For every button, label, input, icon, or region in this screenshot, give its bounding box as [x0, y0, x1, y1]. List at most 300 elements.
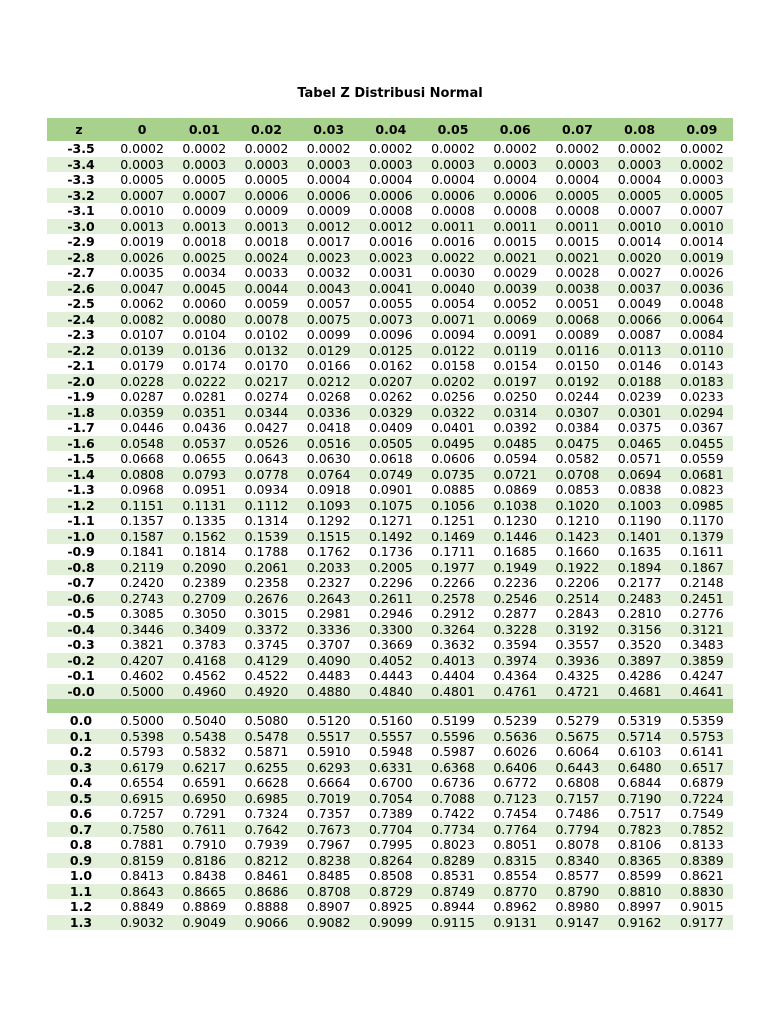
probability-cell: 0.4013: [422, 653, 484, 669]
table-row: [47, 482, 733, 498]
z-value-cell: -3.1: [67, 203, 95, 218]
probability-cell: 0.0002: [671, 157, 733, 173]
probability-cell: 0.8997: [617, 899, 662, 914]
probability-cell: 0.6179: [111, 760, 173, 776]
probability-cell: 0.8980: [555, 899, 600, 914]
z-value-cell: -0.9: [67, 544, 95, 559]
z-value-cell: 0.8: [69, 837, 93, 852]
table-row: [47, 729, 733, 745]
probability-cell: 0.0066: [609, 312, 671, 328]
probability-cell: 0.9147: [546, 915, 608, 931]
probability-cell: 0.8599: [617, 868, 662, 883]
probability-cell: 0.0968: [120, 482, 164, 497]
probability-cell: 0.3015: [244, 606, 289, 621]
probability-cell: 0.0011: [546, 219, 608, 235]
z-value-cell: -2.6: [47, 281, 111, 297]
probability-cell: 0.0344: [235, 405, 297, 421]
probability-cell: 0.6700: [368, 775, 413, 790]
probability-cell: 0.2236: [493, 575, 538, 590]
probability-cell: 0.0003: [111, 157, 173, 173]
probability-cell: 0.0029: [493, 265, 538, 280]
probability-cell: 0.0351: [173, 405, 235, 421]
probability-cell: 0.0427: [244, 420, 289, 435]
z-value-cell: -0.7: [67, 575, 95, 590]
separator-bar: [47, 699, 733, 713]
z-value-cell: -1.3: [67, 482, 95, 497]
table-row: [47, 172, 733, 188]
probability-cell: 0.9082: [298, 915, 360, 931]
probability-cell: 0.1762: [306, 544, 351, 559]
probability-cell: 0.1251: [431, 513, 475, 528]
probability-cell: 0.0749: [360, 467, 422, 483]
probability-cell: 0.0023: [360, 250, 422, 266]
table-row: [47, 436, 733, 452]
probability-cell: 0.2611: [360, 591, 422, 607]
z-value-cell: -2.4: [47, 312, 111, 328]
probability-cell: 0.5040: [182, 713, 227, 728]
probability-cell: 0.0003: [484, 157, 546, 173]
table-row: [47, 343, 733, 359]
probability-cell: 0.4880: [298, 684, 360, 700]
probability-cell: 0.0024: [235, 250, 297, 266]
table-row: [47, 713, 733, 729]
probability-cell: 0.7389: [368, 806, 413, 821]
probability-cell: 0.0089: [555, 327, 600, 342]
probability-cell: 0.0057: [306, 296, 351, 311]
probability-cell: 0.5000: [120, 713, 164, 728]
table-row: [47, 899, 733, 915]
probability-cell: 0.0052: [493, 296, 538, 311]
probability-cell: 0.0005: [671, 188, 733, 204]
probability-cell: 0.5871: [244, 744, 289, 759]
probability-cell: 0.0559: [679, 451, 724, 466]
probability-cell: 0.1788: [244, 544, 289, 559]
probability-cell: 0.0011: [484, 219, 546, 235]
probability-cell: 0.1814: [182, 544, 227, 559]
probability-cell: 0.4920: [235, 684, 297, 700]
z-value-cell: -0.3: [67, 637, 95, 652]
probability-cell: 0.4641: [671, 684, 733, 700]
probability-cell: 0.0455: [671, 436, 733, 452]
probability-cell: 0.6879: [679, 775, 724, 790]
probability-cell: 0.0013: [111, 219, 173, 235]
probability-cell: 0.0020: [609, 250, 671, 266]
probability-cell: 0.7881: [120, 837, 164, 852]
probability-cell: 0.3936: [546, 653, 608, 669]
probability-cell: 0.2119: [111, 560, 173, 576]
probability-cell: 0.0618: [368, 451, 413, 466]
probability-cell: 0.1515: [298, 529, 360, 545]
probability-cell: 0.0051: [555, 296, 600, 311]
probability-cell: 0.4483: [306, 668, 351, 683]
probability-cell: 0.3336: [298, 622, 360, 638]
probability-cell: 0.0222: [173, 374, 235, 390]
table-row: [47, 684, 733, 700]
z-value-cell: 0.3: [47, 760, 111, 776]
probability-cell: 0.0838: [617, 482, 662, 497]
probability-cell: 0.0262: [368, 389, 413, 404]
probability-cell: 0.0197: [484, 374, 546, 390]
probability-cell: 0.0036: [671, 281, 733, 297]
probability-cell: 0.6950: [173, 791, 235, 807]
probability-cell: 0.8078: [555, 837, 600, 852]
probability-cell: 0.0078: [235, 312, 297, 328]
probability-cell: 0.1922: [546, 560, 608, 576]
probability-cell: 0.0002: [431, 141, 475, 156]
probability-cell: 0.0146: [617, 358, 662, 373]
probability-cell: 0.0668: [120, 451, 164, 466]
probability-cell: 0.0010: [671, 219, 733, 235]
probability-cell: 0.0047: [111, 281, 173, 297]
probability-cell: 0.0107: [120, 327, 164, 342]
probability-cell: 0.1949: [484, 560, 546, 576]
probability-cell: 0.0102: [244, 327, 289, 342]
table-row: [47, 141, 733, 157]
probability-cell: 0.0005: [546, 188, 608, 204]
probability-cell: 0.3520: [617, 637, 662, 652]
probability-cell: 0.0033: [244, 265, 289, 280]
probability-cell: 0.5359: [679, 713, 724, 728]
column-header: 0.04: [360, 118, 422, 141]
probability-cell: 0.1170: [679, 513, 724, 528]
table-row: [47, 622, 733, 638]
probability-cell: 0.2578: [422, 591, 484, 607]
probability-cell: 0.4247: [679, 668, 724, 683]
probability-cell: 0.8686: [235, 884, 297, 900]
probability-cell: 0.3669: [368, 637, 413, 652]
probability-cell: 0.7357: [306, 806, 351, 821]
probability-cell: 0.0170: [244, 358, 289, 373]
probability-cell: 0.0268: [306, 389, 351, 404]
table-row: [47, 358, 733, 374]
z-value-cell: -1.5: [67, 451, 95, 466]
probability-cell: 0.0548: [111, 436, 173, 452]
probability-cell: 0.0037: [609, 281, 671, 297]
probability-cell: 0.5793: [120, 744, 164, 759]
probability-cell: 0.7734: [422, 822, 484, 838]
probability-cell: 0.1660: [555, 544, 600, 559]
probability-cell: 0.8708: [298, 884, 360, 900]
probability-cell: 0.8238: [298, 853, 360, 869]
probability-cell: 0.8643: [111, 884, 173, 900]
z-value-cell: 0.7: [47, 822, 111, 838]
probability-cell: 0.0009: [306, 203, 351, 218]
probability-cell: 0.1020: [546, 498, 608, 514]
probability-cell: 0.8944: [431, 899, 475, 914]
probability-cell: 0.0004: [493, 172, 538, 187]
probability-cell: 0.8790: [546, 884, 608, 900]
z-value-cell: -2.5: [67, 296, 95, 311]
probability-cell: 0.1977: [422, 560, 484, 576]
probability-cell: 0.3372: [235, 622, 297, 638]
probability-cell: 0.2206: [555, 575, 600, 590]
probability-cell: 0.0084: [679, 327, 724, 342]
probability-cell: 0.0087: [617, 327, 662, 342]
probability-cell: 0.4801: [422, 684, 484, 700]
probability-cell: 0.1056: [422, 498, 484, 514]
z-value-cell: -1.6: [47, 436, 111, 452]
probability-cell: 0.0571: [617, 451, 662, 466]
table-row: [47, 234, 733, 250]
probability-cell: 0.3085: [120, 606, 164, 621]
probability-cell: 0.0006: [360, 188, 422, 204]
probability-cell: 0.8212: [235, 853, 297, 869]
probability-cell: 0.0594: [493, 451, 538, 466]
probability-cell: 0.5398: [111, 729, 173, 745]
probability-cell: 0.0027: [617, 265, 662, 280]
probability-cell: 0.7019: [298, 791, 360, 807]
probability-cell: 0.0901: [368, 482, 413, 497]
probability-cell: 0.6368: [422, 760, 484, 776]
probability-cell: 0.8770: [484, 884, 546, 900]
probability-cell: 0.7257: [120, 806, 164, 821]
probability-cell: 0.1075: [360, 498, 422, 514]
probability-cell: 0.0012: [298, 219, 360, 235]
header-row: [47, 118, 733, 141]
probability-cell: 0.4286: [617, 668, 662, 683]
table-row: [47, 775, 733, 791]
probability-cell: 0.0681: [671, 467, 733, 483]
table-row: [47, 791, 733, 807]
probability-cell: 0.0010: [120, 203, 164, 218]
probability-cell: 0.2148: [679, 575, 724, 590]
z-value-cell: -3.0: [47, 219, 111, 235]
table-row: [47, 327, 733, 343]
z-value-cell: 1.2: [69, 899, 93, 914]
probability-cell: 0.5319: [617, 713, 662, 728]
probability-cell: 0.0885: [431, 482, 475, 497]
table-row: [47, 884, 733, 900]
probability-cell: 0.8508: [368, 868, 413, 883]
probability-cell: 0.0003: [173, 157, 235, 173]
z-value-cell: -3.5: [67, 141, 95, 156]
probability-cell: 0.0823: [679, 482, 724, 497]
z-value-cell: -2.2: [47, 343, 111, 359]
probability-cell: 0.0606: [431, 451, 475, 466]
probability-cell: 0.0409: [368, 420, 413, 435]
probability-cell: 0.0166: [306, 358, 351, 373]
probability-cell: 0.0465: [609, 436, 671, 452]
probability-cell: 0.0069: [484, 312, 546, 328]
probability-cell: 0.0244: [555, 389, 600, 404]
probability-cell: 0.0485: [484, 436, 546, 452]
probability-cell: 0.8849: [120, 899, 164, 914]
probability-cell: 0.7704: [360, 822, 422, 838]
probability-cell: 0.4052: [360, 653, 422, 669]
probability-cell: 0.4960: [173, 684, 235, 700]
column-header: 0.02: [235, 118, 297, 141]
probability-cell: 0.0228: [111, 374, 173, 390]
probability-cell: 0.0793: [173, 467, 235, 483]
probability-cell: 0.0143: [679, 358, 724, 373]
probability-cell: 0.0091: [493, 327, 538, 342]
probability-cell: 0.5080: [244, 713, 289, 728]
probability-cell: 0.2061: [235, 560, 297, 576]
probability-cell: 0.7224: [671, 791, 733, 807]
probability-cell: 0.7324: [244, 806, 289, 821]
probability-cell: 0.0505: [360, 436, 422, 452]
probability-cell: 0.3446: [111, 622, 173, 638]
probability-cell: 0.6141: [679, 744, 724, 759]
probability-cell: 0.8340: [546, 853, 608, 869]
probability-cell: 0.0475: [546, 436, 608, 452]
table-row: [47, 420, 733, 436]
probability-cell: 0.0007: [617, 203, 662, 218]
table-row: [47, 760, 733, 776]
probability-cell: 0.7764: [484, 822, 546, 838]
probability-cell: 0.9015: [679, 899, 724, 914]
table-row: [47, 668, 733, 684]
probability-cell: 0.3121: [671, 622, 733, 638]
probability-cell: 0.3594: [493, 637, 538, 652]
probability-cell: 0.2709: [173, 591, 235, 607]
probability-cell: 0.5753: [671, 729, 733, 745]
probability-cell: 0.1093: [298, 498, 360, 514]
probability-cell: 0.1401: [609, 529, 671, 545]
table-row: [47, 868, 733, 884]
probability-cell: 0.0096: [368, 327, 413, 342]
probability-cell: 0.2327: [306, 575, 351, 590]
table-row: [47, 498, 733, 514]
probability-cell: 0.3483: [679, 637, 724, 652]
probability-cell: 0.4404: [431, 668, 475, 683]
probability-cell: 0.0401: [431, 420, 475, 435]
probability-cell: 0.0048: [679, 296, 724, 311]
probability-cell: 0.2810: [617, 606, 662, 621]
probability-cell: 0.0004: [617, 172, 662, 187]
z-value-cell: -0.5: [67, 606, 95, 621]
probability-cell: 0.1314: [244, 513, 289, 528]
probability-cell: 0.7549: [679, 806, 724, 821]
probability-cell: 0.0174: [182, 358, 227, 373]
probability-cell: 0.0274: [244, 389, 289, 404]
probability-cell: 0.1423: [546, 529, 608, 545]
page-title: Tabel Z Distribusi Normal: [297, 86, 483, 101]
probability-cell: 0.2451: [671, 591, 733, 607]
probability-cell: 0.4681: [609, 684, 671, 700]
probability-cell: 0.0643: [244, 451, 289, 466]
probability-cell: 0.7580: [111, 822, 173, 838]
probability-cell: 0.1190: [617, 513, 662, 528]
probability-cell: 0.1335: [182, 513, 227, 528]
probability-cell: 0.0869: [493, 482, 538, 497]
probability-cell: 0.0023: [298, 250, 360, 266]
probability-cell: 0.5000: [111, 684, 173, 700]
probability-cell: 0.0009: [244, 203, 289, 218]
probability-cell: 0.1112: [235, 498, 297, 514]
probability-cell: 0.0158: [431, 358, 475, 373]
probability-cell: 0.8413: [120, 868, 164, 883]
z-value-cell: -1.0: [47, 529, 111, 545]
z-value-cell: 0.6: [69, 806, 93, 821]
z-value-cell: -2.7: [67, 265, 95, 280]
probability-cell: 0.0040: [422, 281, 484, 297]
probability-cell: 0.0013: [235, 219, 297, 235]
table-row: [47, 203, 733, 219]
probability-cell: 0.0015: [555, 234, 600, 249]
table-row: [47, 265, 733, 281]
probability-cell: 0.0630: [306, 451, 351, 466]
probability-cell: 0.7088: [422, 791, 484, 807]
probability-cell: 0.7054: [360, 791, 422, 807]
probability-cell: 0.0060: [182, 296, 227, 311]
probability-cell: 0.4562: [182, 668, 227, 683]
probability-cell: 0.0013: [173, 219, 235, 235]
probability-cell: 0.0014: [679, 234, 724, 249]
z-value-cell: -1.4: [47, 467, 111, 483]
probability-cell: 0.0006: [235, 188, 297, 204]
probability-cell: 0.0418: [306, 420, 351, 435]
probability-cell: 0.8962: [493, 899, 538, 914]
probability-cell: 0.1841: [120, 544, 164, 559]
probability-cell: 0.9115: [422, 915, 484, 931]
table-row: [47, 529, 733, 545]
probability-cell: 0.0119: [484, 343, 546, 359]
probability-cell: 0.0016: [368, 234, 413, 249]
probability-cell: 0.7852: [671, 822, 733, 838]
probability-cell: 0.0250: [493, 389, 538, 404]
probability-cell: 0.8365: [609, 853, 671, 869]
z-value-cell: -0.2: [47, 653, 111, 669]
probability-cell: 0.8133: [679, 837, 724, 852]
probability-cell: 0.0188: [609, 374, 671, 390]
probability-cell: 0.3192: [546, 622, 608, 638]
z-value-cell: 0.4: [69, 775, 93, 790]
probability-cell: 0.0008: [431, 203, 475, 218]
probability-cell: 0.0003: [679, 172, 724, 187]
probability-cell: 0.0735: [422, 467, 484, 483]
probability-cell: 0.9131: [484, 915, 546, 931]
table-row: [47, 544, 733, 560]
z-value-cell: -1.8: [47, 405, 111, 421]
probability-cell: 0.2843: [555, 606, 600, 621]
probability-cell: 0.6915: [111, 791, 173, 807]
table-row: [47, 219, 733, 235]
probability-cell: 0.2389: [182, 575, 227, 590]
probability-cell: 0.1446: [484, 529, 546, 545]
probability-cell: 0.0526: [235, 436, 297, 452]
probability-cell: 0.0217: [235, 374, 297, 390]
probability-cell: 0.0099: [306, 327, 351, 342]
probability-cell: 0.0985: [671, 498, 733, 514]
probability-cell: 0.3783: [182, 637, 227, 652]
z-value-cell: -3.4: [47, 157, 111, 173]
probability-cell: 0.0018: [182, 234, 227, 249]
probability-cell: 0.1685: [493, 544, 538, 559]
probability-cell: 0.1271: [368, 513, 413, 528]
probability-cell: 0.3745: [244, 637, 289, 652]
probability-cell: 0.1131: [173, 498, 235, 514]
z-value-cell: -0.4: [47, 622, 111, 638]
probability-cell: 0.0004: [555, 172, 600, 187]
probability-cell: 0.1379: [671, 529, 733, 545]
probability-cell: 0.0003: [422, 157, 484, 173]
table-row: [47, 374, 733, 390]
probability-cell: 0.0008: [555, 203, 600, 218]
probability-cell: 0.0094: [431, 327, 475, 342]
probability-cell: 0.0004: [306, 172, 351, 187]
probability-cell: 0.5832: [182, 744, 227, 759]
probability-cell: 0.0495: [422, 436, 484, 452]
probability-cell: 0.8186: [173, 853, 235, 869]
separator-row: [47, 699, 733, 713]
probability-cell: 0.0002: [306, 141, 351, 156]
probability-cell: 0.0022: [422, 250, 484, 266]
probability-cell: 0.0655: [182, 451, 227, 466]
probability-cell: 0.1736: [368, 544, 413, 559]
probability-cell: 0.1867: [671, 560, 733, 576]
probability-cell: 0.0026: [679, 265, 724, 280]
